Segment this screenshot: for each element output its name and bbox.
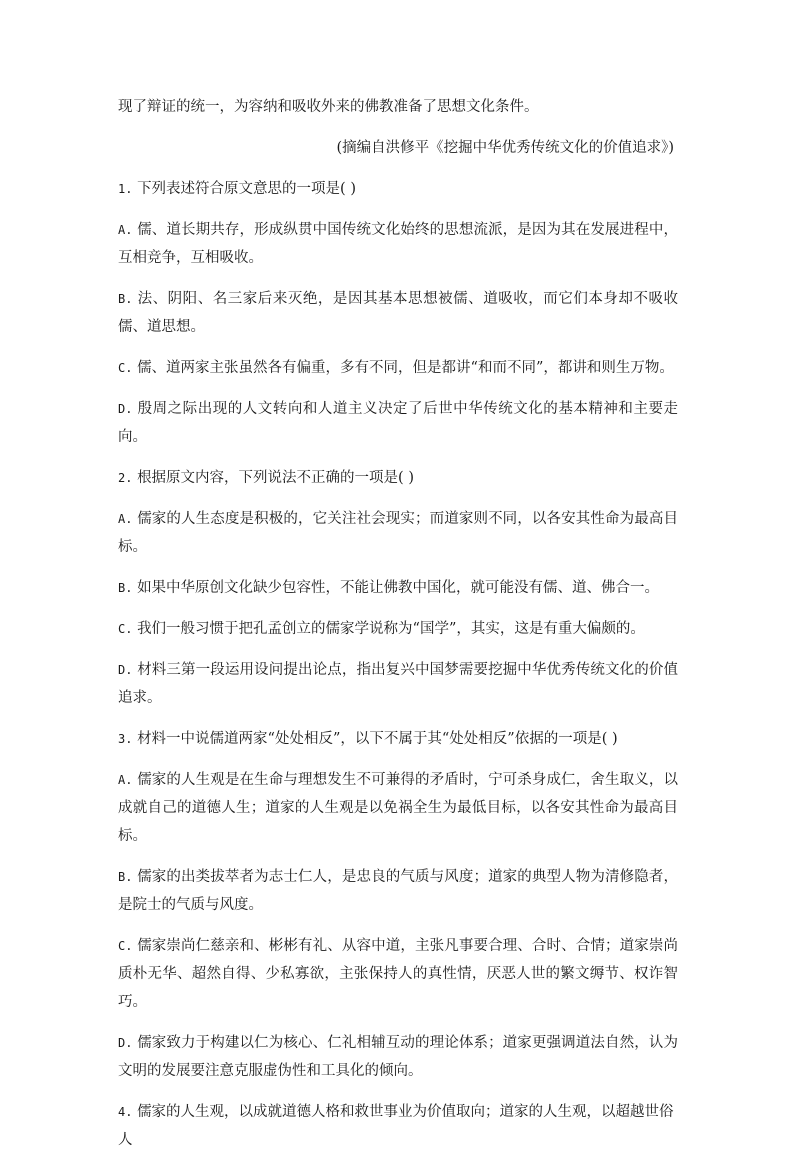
option-1b bbox=[118, 285, 678, 341]
option-label: D. bbox=[118, 663, 133, 677]
option-3a bbox=[118, 766, 678, 850]
option-text: 儒家的人生态度是积极的，它关注社会现实；而道家则不同，以各安其性命为最高目标。 bbox=[118, 511, 679, 555]
question-stem: 儒家的人生观，以成就道德人格和救世事业为价值取向；道家的人生观，以超越世俗人 bbox=[118, 1104, 674, 1148]
option-1c bbox=[118, 354, 678, 382]
option-2c bbox=[118, 615, 678, 643]
question-3 bbox=[118, 725, 678, 753]
option-3d bbox=[118, 1029, 678, 1085]
option-text: 如果中华原创文化缺少包容性，不能让佛教中国化，就可能没有儒、道、佛合一。 bbox=[137, 580, 660, 596]
option-text: 法、阴阳、名三家后来灭绝，是因其基本思想被儒、道吸收，而它们本身却不吸收儒、道思想。 bbox=[118, 291, 679, 335]
option-label: C. bbox=[118, 939, 133, 953]
option-label: A. bbox=[118, 223, 133, 237]
document-page bbox=[118, 93, 678, 1167]
option-2d bbox=[118, 656, 678, 712]
option-text: 儒、道两家主张虽然各有偏重，多有不同，但是都讲“和而不同”，都讲和则生万物。 bbox=[137, 360, 674, 376]
option-1a bbox=[118, 216, 678, 272]
source-citation: (摘编自洪修平《挖掘中华优秀传统文化的价值追求》) bbox=[336, 140, 674, 156]
option-text: 材料三第一段运用设问提出论点，指出复兴中国梦需要挖掘中华优秀传统文化的价值追求。 bbox=[118, 662, 679, 706]
question-stem: 下列表述符合原文意思的一项是( ) bbox=[137, 181, 356, 197]
question-4 bbox=[118, 1098, 678, 1154]
option-1d bbox=[118, 395, 678, 451]
option-label: B. bbox=[118, 870, 133, 884]
option-label: B. bbox=[118, 581, 133, 595]
option-label: D. bbox=[118, 402, 133, 416]
option-text: 儒家的人生观是在生命与理想发生不可兼得的矛盾时，宁可杀身成仁，舍生取义，以成就自己的道德人生；道家的人生观是以免祸全生为最低目标，以各安其性命为最高目标。 bbox=[118, 772, 679, 844]
option-label: C. bbox=[118, 361, 133, 375]
question-1 bbox=[118, 175, 678, 203]
option-2b bbox=[118, 574, 678, 602]
option-text: 儒家崇尚仁慈亲和、彬彬有礼、从容中道，主张凡事要合理、合时、合情；道家崇尚质朴无华、超然自得、少私寡欲，主张保持人的真性情，厌恶人世的繁文缛节、权诈智巧。 bbox=[118, 938, 679, 1010]
option-text: 儒家致力于构建以仁为核心、仁礼相辅互动的理论体系；道家更强调道法自然，认为文明的发展要注意克服虚伪性和工具化的倾向。 bbox=[118, 1035, 679, 1079]
question-number: 1. bbox=[118, 182, 133, 196]
option-label: C. bbox=[118, 622, 133, 636]
option-text: 殷周之际出现的人文转向和人道主义决定了后世中华传统文化的基本精神和主要走向。 bbox=[118, 401, 679, 445]
question-stem: 根据原文内容，下列说法不正确的一项是( ) bbox=[137, 470, 414, 486]
intro-text: 现了辩证的统一，为容纳和吸收外来的佛教准备了思想文化条件。 bbox=[118, 99, 539, 115]
question-stem: 材料一中说儒道两家“处处相反”，以下不属于其“处处相反”依据的一项是( ) bbox=[137, 731, 618, 747]
question-number: 2. bbox=[118, 471, 133, 485]
option-3c bbox=[118, 932, 678, 1016]
option-text: 我们一般习惯于把孔孟创立的儒家学说称为“国学”，其实，这是有重大偏颇的。 bbox=[137, 621, 645, 637]
option-text: 儒家的出类拔萃者为志士仁人，是忠良的气质与风度；道家的典型人物为清修隐者，是院士的气质与风度。 bbox=[118, 869, 679, 913]
option-label: B. bbox=[118, 292, 133, 306]
option-label: D. bbox=[118, 1036, 133, 1050]
option-label: A. bbox=[118, 773, 133, 787]
option-2a bbox=[118, 505, 678, 561]
option-text: 儒、道长期共存，形成纵贯中国传统文化始终的思想流派，是因为其在发展进程中，互相竞争，互相吸收。 bbox=[118, 222, 679, 266]
question-2 bbox=[118, 464, 678, 492]
option-3b bbox=[118, 863, 678, 919]
question-number: 3. bbox=[118, 732, 133, 746]
question-number: 4. bbox=[118, 1105, 133, 1119]
option-label: A. bbox=[118, 512, 133, 526]
